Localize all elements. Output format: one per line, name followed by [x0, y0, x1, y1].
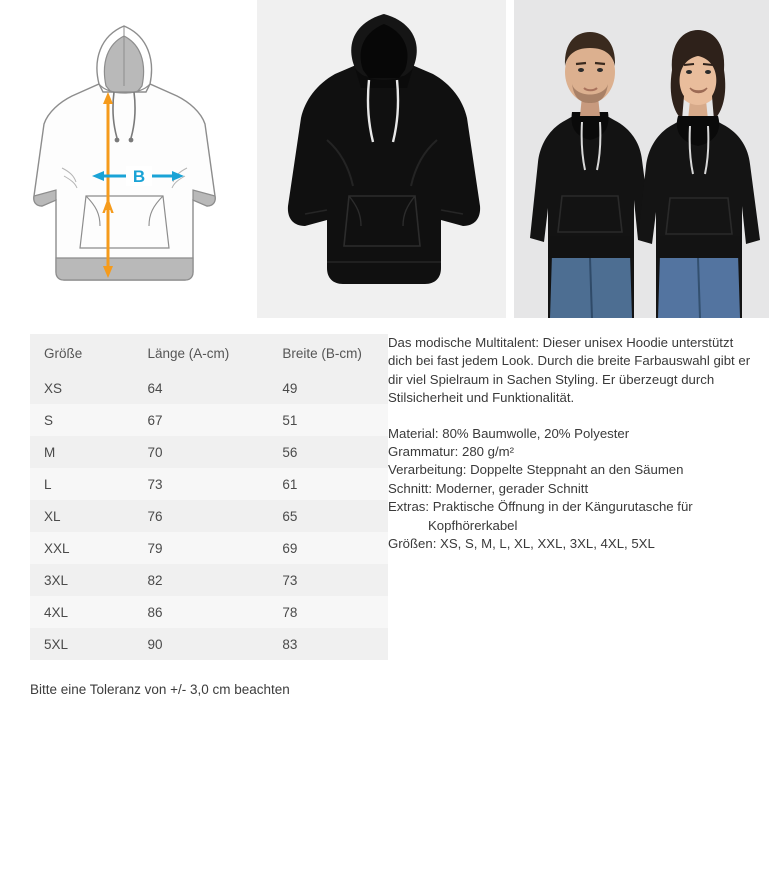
- table-row: [30, 596, 388, 628]
- table-row: [30, 468, 388, 500]
- table-row: [30, 500, 388, 532]
- cell-size: 5XL: [30, 628, 133, 660]
- table-row: [30, 628, 388, 660]
- spec-weight: Grammatur: 280 g/m²: [388, 444, 515, 460]
- spec-processing: Verarbeitung: Doppelte Steppnaht an den Säumen: [388, 462, 684, 478]
- cell-length: 76: [133, 500, 268, 532]
- cell-length: 70: [133, 436, 268, 468]
- cell-length: 79: [133, 532, 268, 564]
- cell-length: 73: [133, 468, 268, 500]
- cell-length: 64: [133, 372, 268, 404]
- cell-width: 69: [268, 532, 388, 564]
- cell-size: 4XL: [30, 596, 133, 628]
- table-row: [30, 564, 388, 596]
- cell-width: 83: [268, 628, 388, 660]
- table-row: [30, 372, 388, 404]
- svg-text:B: B: [132, 167, 146, 186]
- cell-width: 49: [268, 372, 388, 404]
- table-row: [30, 532, 388, 564]
- cell-width: 56: [268, 436, 388, 468]
- size-table: [30, 334, 388, 660]
- product-description: [388, 334, 777, 660]
- cell-size: M: [30, 436, 133, 468]
- cell-length: 90: [133, 628, 268, 660]
- table-row: [30, 404, 388, 436]
- tolerance-note: Bitte eine Toleranz von +/- 3,0 cm beachten: [30, 682, 290, 697]
- table-header-row: [30, 334, 388, 372]
- spec-extras: Extras: Praktische Öffnung in der Kängurutasche für: [388, 499, 693, 515]
- svg-text:A: A: [101, 198, 115, 217]
- header-width: Breite (B-cm): [268, 334, 388, 372]
- spec-sizes: Größen: XS, S, M, L, XL, XXL, 3XL, 4XL, 5XL: [388, 536, 655, 552]
- cell-length: 82: [133, 564, 268, 596]
- lifestyle-photo-panel: [514, 0, 769, 318]
- cell-width: 51: [268, 404, 388, 436]
- spec-material: Material: 80% Baumwolle, 20% Polyester: [388, 425, 630, 441]
- product-photo-panel: [257, 0, 506, 318]
- cell-width: 65: [268, 500, 388, 532]
- cell-length: 86: [133, 596, 268, 628]
- technical-drawing-panel: [0, 0, 249, 318]
- cell-length: 67: [133, 404, 268, 436]
- cell-size: 3XL: [30, 564, 133, 596]
- cell-width: 73: [268, 564, 388, 596]
- cell-width: 61: [268, 468, 388, 500]
- size-table-container: [0, 334, 388, 660]
- cell-size: L: [30, 468, 133, 500]
- cell-size: XL: [30, 500, 133, 532]
- header-size: Größe: [30, 334, 133, 372]
- lower-content: [0, 334, 777, 660]
- description-intro: Das modische Multitalent: Dieser unisex Hoodie unterstützt dich bei fast jedem Look. Durch die breite Farbauswahl gibt er dir viel Spielraum in Sachen Styling. Er überzeugt durch Stilsicherheit und Funktionalität.: [388, 335, 751, 406]
- spec-extras-continued: Kopfhörerkabel: [428, 517, 518, 533]
- cell-size: XS: [30, 372, 133, 404]
- spec-cut: Schnitt: Moderner, gerader Schnitt: [388, 480, 589, 496]
- cell-width: 78: [268, 596, 388, 628]
- table-row: [30, 436, 388, 468]
- cell-size: S: [30, 404, 133, 436]
- cell-size: XXL: [30, 532, 133, 564]
- header-length: Länge (A-cm): [133, 334, 268, 372]
- product-image-row: [0, 0, 777, 318]
